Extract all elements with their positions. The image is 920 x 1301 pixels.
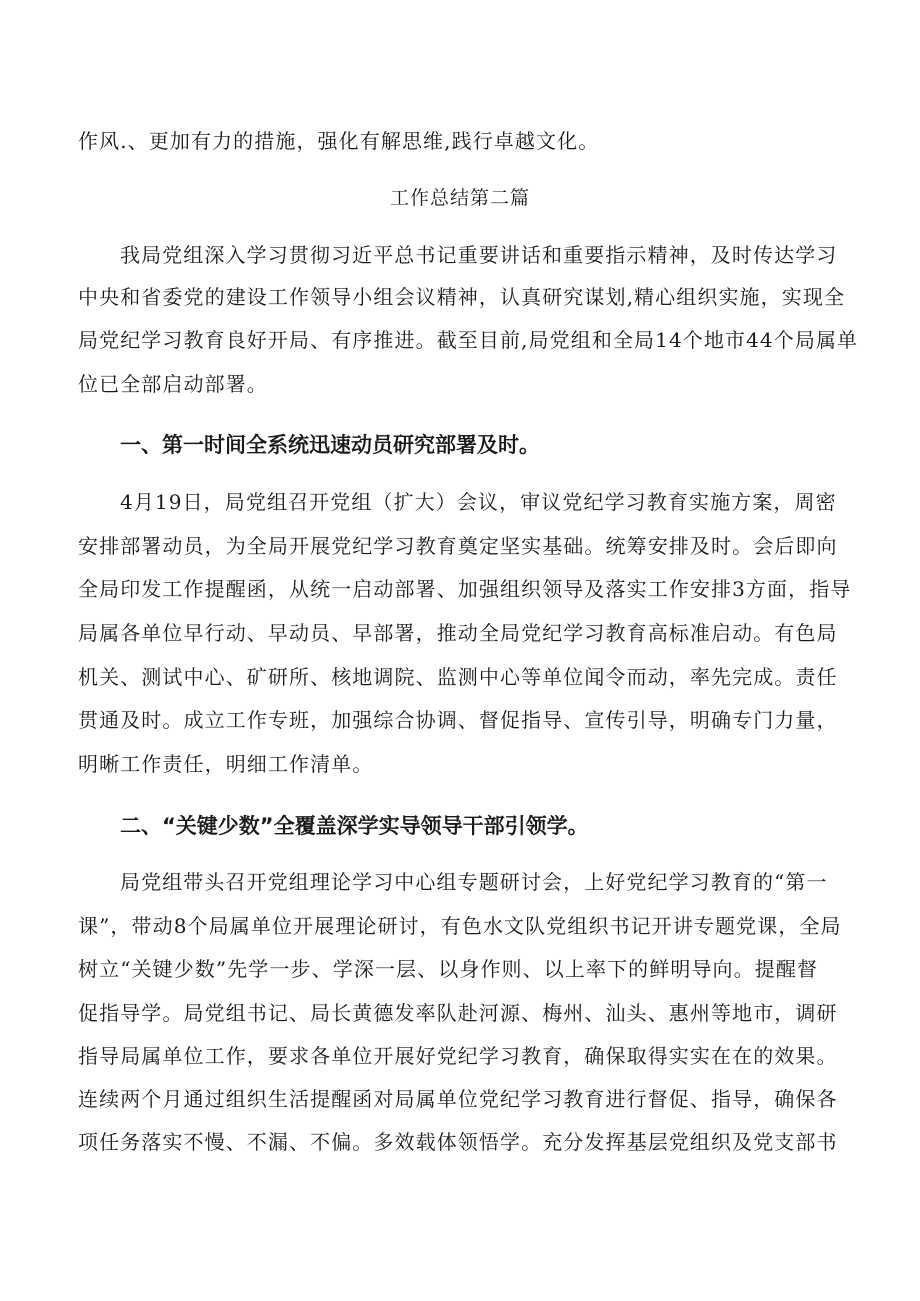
para-2-line: 项任务落实不慢、不漏、不偏。多效载体领悟学。充分发挥基层党组织及党支部书 — [78, 1130, 838, 1154]
para-2-line: 课”，带动8个局属单位开展理论研讨，有色水文队党组织书记开讲专题党课，全局 — [78, 914, 842, 938]
para-1-line: 安排部署动员，为全局开展党纪学习教育奠定坚实基础。统筹安排及时。会后即向 — [78, 534, 838, 558]
para-2-line: 局党组带头召开党组理论学习中心组专题研讨会，上好党纪学习教育的“第一 — [120, 870, 828, 894]
intro-line: 位已全部启动部署。 — [78, 372, 268, 396]
para-1-line: 全局印发工作提醒函，从统一启动部署、加强组织领导及落实工作安排3方面，指导 — [78, 577, 852, 601]
para-1-line: 明晰工作责任，明细工作清单。 — [78, 752, 374, 776]
para-2-line: 树立“关键少数”先学一步、学深一层、以身作则、以上率下的鲜明导向。提醒督 — [78, 957, 819, 981]
para-1-line: 机关、测试中心、矿研所、核地调院、监测中心等单位闻令而动，率先完成。责任 — [78, 665, 838, 689]
para-2-line: 连续两个月通过组织生活提醒函对局属单位党纪学习教育进行督促、指导，确保各 — [78, 1087, 838, 1111]
para-1-line: 4月19日，局党组召开党组（扩大）会议，审议党纪学习教育实施方案，周密 — [120, 490, 837, 514]
intro-line: 我局党组深入学习贯彻习近平总书记重要讲话和重要指示精神，及时传达学习 — [120, 243, 838, 267]
section-title: 工作总结第二篇 — [389, 187, 530, 209]
para-1-line: 局属各单位早行动、早动员、早部署，推动全局党纪学习教育高标准启动。有色局 — [78, 621, 838, 645]
heading-2: 二、“关键少数”全覆盖深学实导领导干部引领学。 — [120, 814, 589, 838]
heading-1: 一、第一时间全系统迅速动员研究部署及时。 — [120, 433, 540, 457]
intro-line: 中央和省委党的建设工作领导小组会议精神，认真研究谋划,精心组织实施，实现全 — [78, 285, 846, 309]
para-2-line: 指导局属单位工作，要求各单位开展好党纪学习教育，确保取得实实在在的效果。 — [78, 1044, 838, 1068]
top-line: 作风.、更加有力的措施，强化有解思维,践行卓越文化。 — [78, 129, 600, 153]
intro-line: 局党纪学习教育良好开局、有序推进。截至目前,局党组和全局14个地市44个局属单 — [78, 328, 858, 352]
para-1-line: 贯通及时。成立工作专班，加强综合协调、督促指导、宣传引导，明确专门力量， — [78, 708, 838, 732]
para-2-line: 促指导学。局党组书记、局长黄德发率队赴河源、梅州、汕头、惠州等地市，调研 — [78, 1001, 838, 1025]
